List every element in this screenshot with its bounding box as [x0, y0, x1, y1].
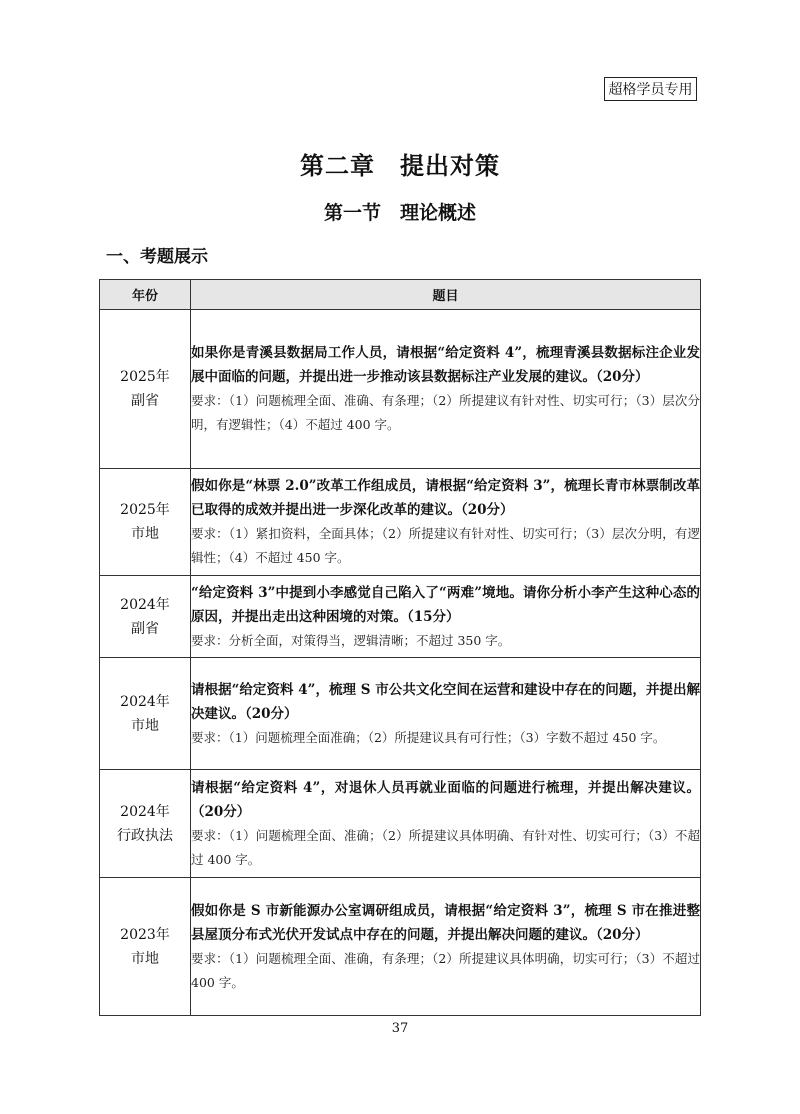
page-number: 37 [391, 1021, 409, 1036]
table-row [100, 469, 701, 576]
table-row [100, 576, 701, 658]
year-cell [100, 576, 191, 658]
question-cell [191, 576, 701, 658]
question-cell [191, 469, 701, 576]
section-title: 第一节 理论概述 [323, 202, 476, 224]
question-cell [191, 878, 701, 1016]
requirement-text: 要求：（1）问题梳理全面准确；（2）所提建议具有可行性；（3）字数不超过 450 字。 [191, 729, 666, 745]
header-question: 题目 [191, 280, 701, 310]
question-cell [191, 770, 701, 878]
exam-type-label: 市地 [131, 717, 159, 734]
requirement-text: 要求：（1）紧扣资料，全面具体；（2）所提建议有针对性、切实可行；（3）层次分明，有逻辑性；（4）不超过 450 字。 [191, 526, 700, 565]
table-row [100, 658, 701, 770]
year-label: 2025年 [120, 369, 170, 385]
table-row [100, 310, 701, 469]
question-text: 假如你是 S 市新能源办公室调研组成员，请根据“给定资料 3”，梳理 S 市在推进整县屋顶分布式光伏开发试点中存在的问题，并提出解决问题的建议。（20分） [191, 902, 700, 943]
year-cell [100, 658, 191, 770]
year-label: 2024年 [120, 693, 170, 710]
requirement-text: 要求：（1）问题梳理全面、准确、有条理；（2）所提建议有针对性、切实可行；（3）层次分明，有逻辑性；（4）不超过 400 字。 [191, 393, 700, 432]
year-cell [100, 770, 191, 878]
question-text: 如果你是青溪县数据局工作人员，请根据“给定资料 4”，梳理青溪县数据标注企业发展中面临的问题，并提出进一步推动该县数据标注产业发展的建议。（20分） [191, 345, 700, 385]
year-cell [100, 469, 191, 576]
requirement-text: 要求：（1）问题梳理全面、准确，有条理；（2）所提建议具体明确，切实可行；（3）不超过 400 字。 [191, 950, 700, 990]
question-text: 请根据“给定资料 4”，对退休人员再就业面临的问题进行梳理，并提出解决建议。（20分） [191, 779, 700, 820]
subsection-title: 一、考题展示 [106, 247, 208, 267]
question-cell [191, 658, 701, 770]
question-text: 请根据“给定资料 4”，梳理 S 市公共文化空间在运营和建设中存在的问题，并提出解决建议。（20分） [191, 681, 700, 722]
table-row [100, 770, 701, 878]
year-label: 2023年 [120, 926, 170, 943]
exam-type-label: 市地 [131, 950, 159, 967]
exam-type-label: 市地 [131, 526, 159, 542]
year-cell [100, 310, 191, 469]
exam-questions-table [99, 279, 701, 1016]
table-header-row [100, 280, 701, 310]
exam-type-label: 副省 [131, 620, 159, 637]
question-text: 假如你是“林票 2.0”改革工作组成员，请根据“给定资料 3”，梳理长青市林票制改革已取得的成效并提出进一步深化改革的建议。（20分） [191, 478, 700, 518]
question-cell [191, 310, 701, 469]
header-year: 年份 [100, 280, 191, 310]
exam-type-label: 副省 [131, 393, 159, 409]
year-label: 2025年 [120, 502, 170, 518]
requirement-text: 要求：（1）问题梳理全面、准确；（2）所提建议具体明确、有针对性、切实可行；（3）不超过 400 字。 [191, 827, 700, 867]
table-row [100, 878, 701, 1016]
year-label: 2024年 [120, 596, 170, 613]
requirement-text: 要求：分析全面，对策得当，逻辑清晰；不超过 350 字。 [191, 632, 511, 648]
year-cell [100, 878, 191, 1016]
member-only-badge: 超格学员专用 [604, 77, 697, 101]
year-label: 2024年 [120, 803, 170, 820]
chapter-title: 第二章 提出对策 [300, 151, 500, 180]
question-text: “给定资料 3”中提到小李感觉自己陷入了“两难”境地。请你分析小李产生这种心态的原因，并提出走出这种困境的对策。（15分） [191, 584, 700, 625]
exam-type-label: 行政执法 [117, 827, 173, 844]
